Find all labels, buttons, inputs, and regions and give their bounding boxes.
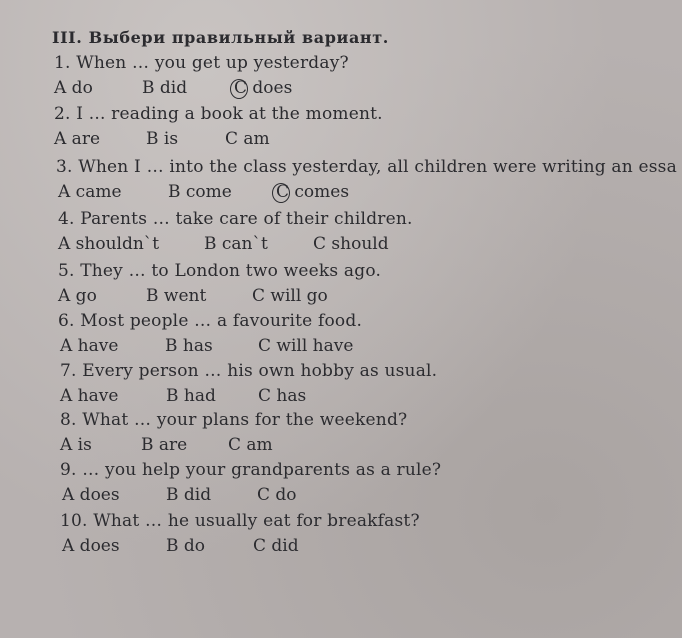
question-text: 5. They … to London two weeks ago. (58, 261, 382, 281)
answer-option-b: B are (141, 435, 188, 455)
question-text: 3. When I … into the class yesterday, all children were writing an essa (56, 157, 677, 177)
answer-option-a: A have (60, 336, 119, 356)
answer-option-b: B did (142, 78, 188, 98)
pen-circle-mark: C does (234, 78, 293, 98)
answer-option-b: B come (168, 182, 232, 202)
answer-option-c: C will go (252, 286, 328, 306)
answer-option-a: A is (60, 435, 92, 455)
answer-option-c: C am (228, 435, 273, 455)
answer-option-a: A came (58, 182, 122, 202)
answer-option-b: B can`t (204, 234, 268, 254)
answer-option-a: A does (62, 536, 120, 556)
answer-option-a: A does (62, 485, 120, 505)
question-text: 7. Every person … his own hobby as usual. (60, 361, 438, 381)
question-text: 8. What … your plans for the weekend? (60, 410, 408, 430)
question-text: 2. I ... reading a book at the moment. (54, 104, 383, 124)
answer-option-c: C will have (258, 336, 354, 356)
answer-option-c: C am (225, 129, 270, 149)
answer-option-c: C should (313, 234, 389, 254)
answer-option-b: B is (146, 129, 179, 149)
answer-option-a: A do (54, 78, 93, 98)
answer-option-c: C has (258, 386, 307, 406)
answer-option-c: C did (253, 536, 299, 556)
question-text: 6. Most people … a favourite food. (58, 311, 363, 331)
answer-option-a: A are (54, 129, 101, 149)
answer-option-c (234, 78, 292, 98)
answer-option-b: B went (146, 286, 207, 306)
question-text: 1. When … you get up yesterday? (54, 53, 349, 73)
answer-option-c: C do (257, 485, 297, 505)
answer-option-b: B had (166, 386, 216, 406)
question-text: 9. … you help your grandparents as a rule? (60, 460, 442, 480)
question-text: 4. Parents … take care of their children. (58, 209, 413, 229)
answer-option-c (276, 182, 349, 202)
section-heading: III. Выбери правильный вариант. (52, 28, 389, 47)
answer-option-a: A have (60, 386, 119, 406)
pen-circle-mark: C comes (276, 182, 350, 202)
answer-option-b: B do (166, 536, 206, 556)
answer-option-b: B did (166, 485, 212, 505)
answer-option-b: B has (165, 336, 213, 356)
answer-option-a: A shouldn`t (58, 234, 160, 254)
question-text: 10. What … he usually eat for breakfast? (60, 511, 420, 531)
answer-option-a: A go (58, 286, 97, 306)
